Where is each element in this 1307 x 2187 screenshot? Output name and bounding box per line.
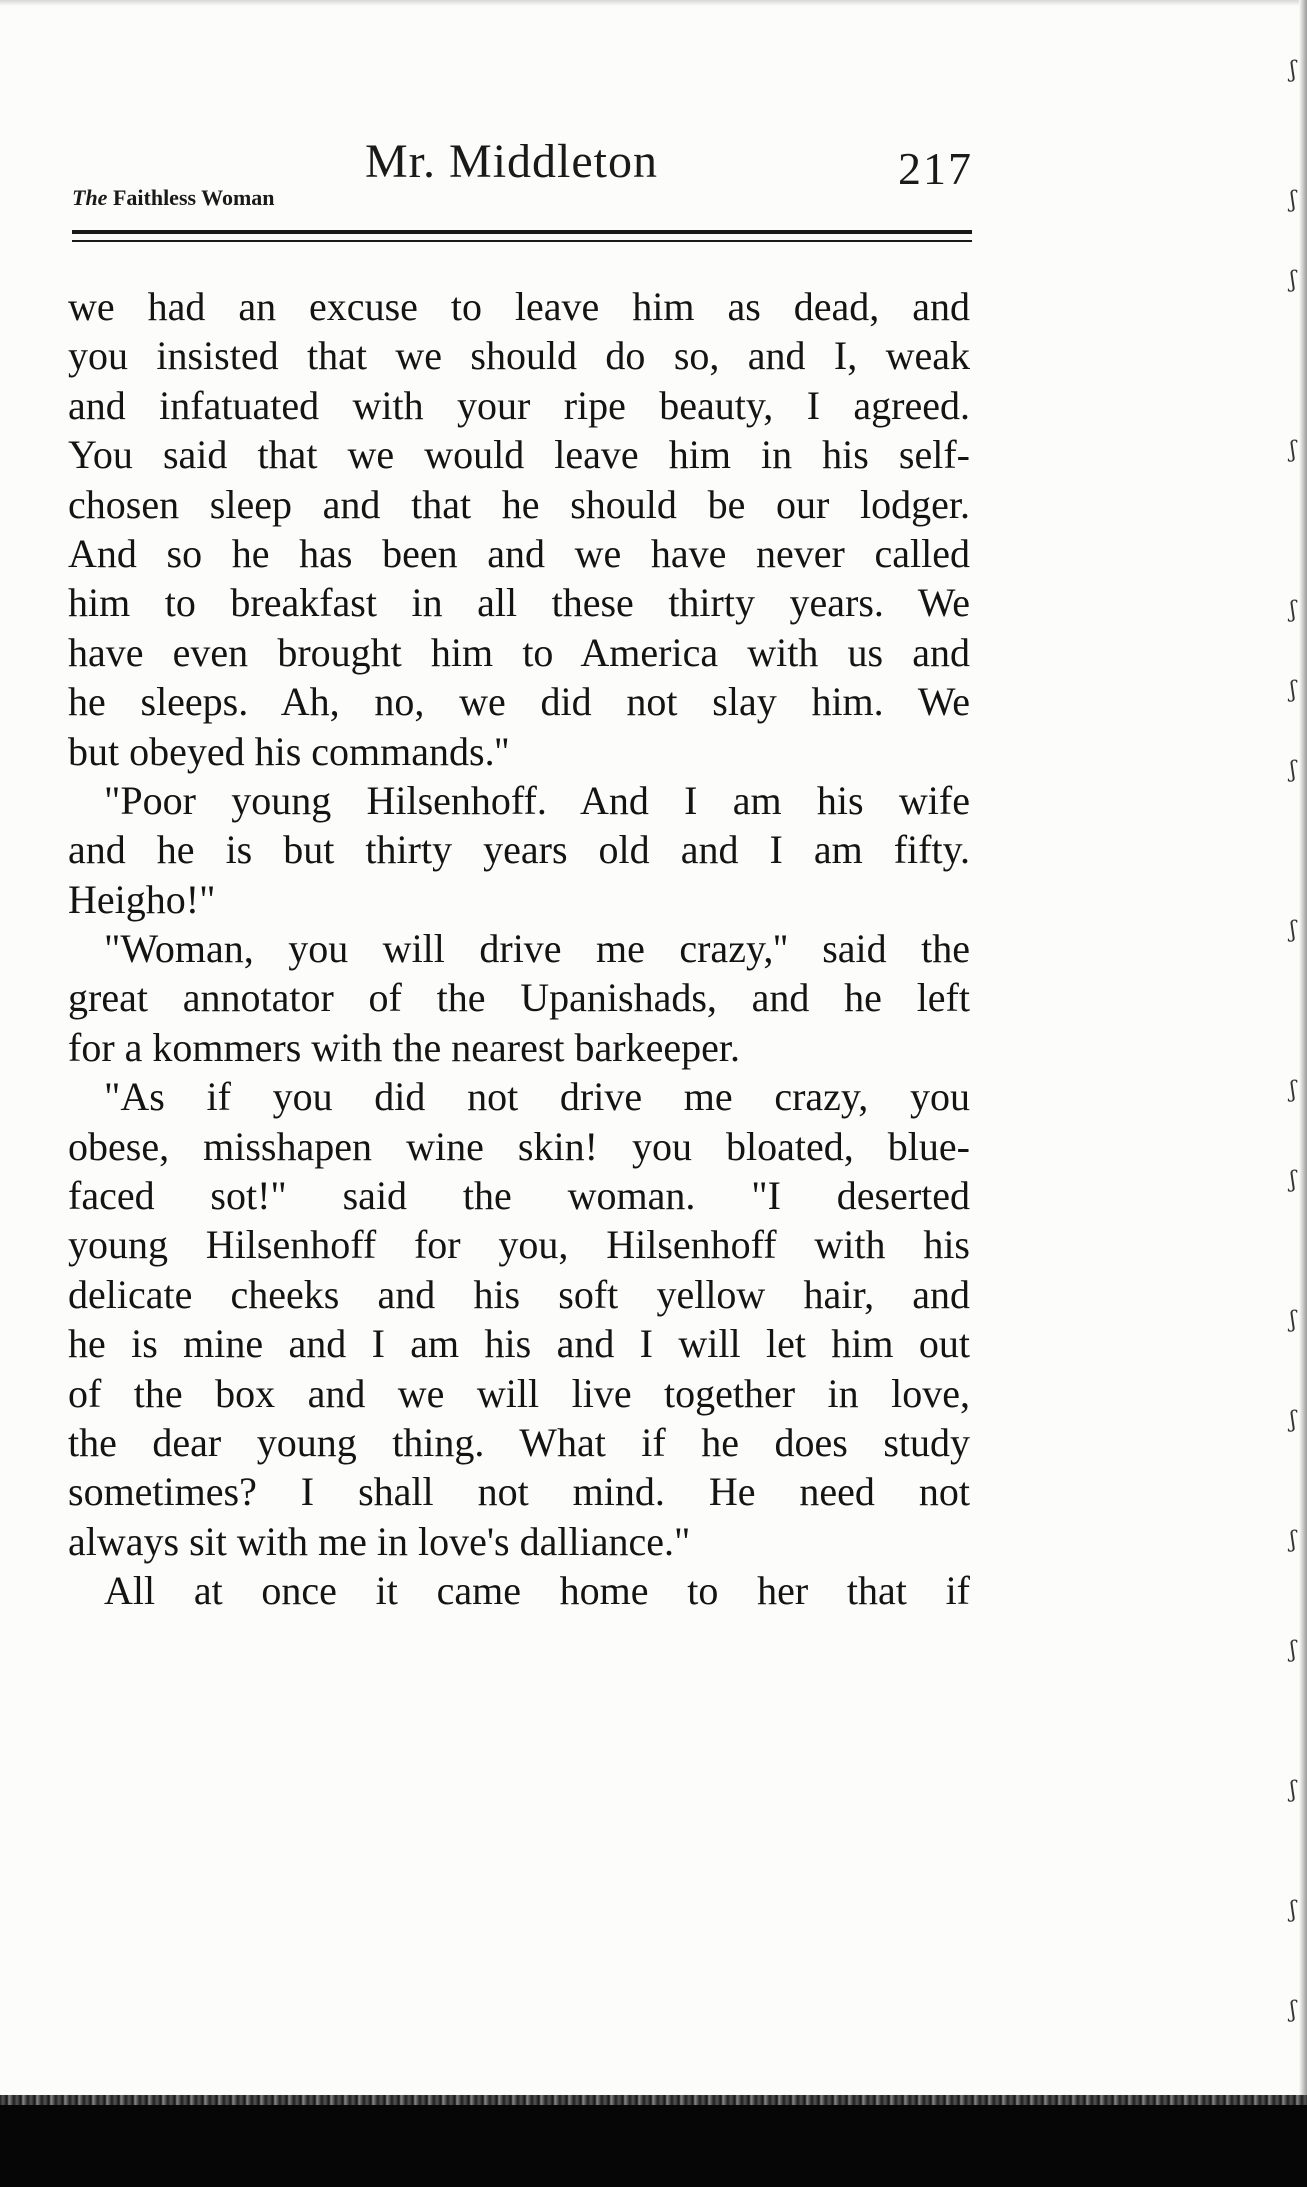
text-line: the dear young thing. What if he does study	[68, 1419, 970, 1465]
text-line: "Woman, you will drive me crazy,'' said the	[104, 926, 970, 972]
text-line: of the box and we will live together in love,	[68, 1370, 970, 1416]
page-top-edge	[0, 0, 1307, 6]
scan-bottom-border	[0, 2105, 1307, 2187]
page-number: 217	[898, 143, 973, 194]
text-line: he is mine and I am his and I will let him out	[68, 1321, 970, 1367]
page-title: Mr. Middleton	[365, 135, 659, 188]
text-line: Heigho!"	[68, 876, 216, 922]
text-line: chosen sleep and that he should be our lodger.	[68, 481, 970, 527]
text-line: delicate cheeks and his soft yellow hair, and	[68, 1271, 970, 1317]
text-line: "Poor young Hilsenhoff. And I am his wife	[104, 777, 970, 823]
text-line: You said that we would leave him in his self-	[68, 432, 970, 478]
header-double-rule	[72, 230, 972, 242]
text-line: he sleeps. Ah, no, we did not slay him. We	[68, 679, 970, 725]
text-line: "As if you did not drive me crazy, you	[104, 1074, 970, 1120]
text-line: All at once it came home to her that if	[104, 1568, 970, 1614]
text-line: sometimes? I shall not mind. He need not	[68, 1469, 970, 1515]
text-line: young Hilsenhoff for you, Hilsenhoff with his	[68, 1222, 970, 1268]
side-heading	[72, 185, 275, 211]
text-line: and infatuated with your ripe beauty, I agreed.	[68, 382, 970, 428]
text-line: great annotator of the Upanishads, and he left	[68, 975, 970, 1021]
text-line: faced sot!" said the woman. "I deserted	[68, 1173, 970, 1219]
text-line: you insisted that we should do so, and I, weak	[68, 333, 970, 379]
side-heading-lead: The	[72, 185, 108, 210]
side-heading-rest: Faithless Woman	[112, 185, 275, 210]
body-text	[68, 282, 970, 1616]
running-head	[70, 130, 973, 210]
text-line: but obeyed his commands.''	[68, 728, 510, 774]
text-line: always sit with me in love's dalliance."	[68, 1518, 691, 1564]
text-line: him to breakfast in all these thirty years. We	[68, 580, 970, 626]
text-line: obese, misshapen wine skin! you bloated, blue-	[68, 1123, 970, 1169]
text-line: and he is but thirty years old and I am fifty.	[68, 827, 970, 873]
text-line: have even brought him to America with us and	[68, 629, 970, 675]
text-line: And so he has been and we have never called	[68, 530, 970, 576]
text-line: for a kommers with the nearest barkeeper.	[68, 1024, 740, 1070]
text-line: we had an excuse to leave him as dead, and	[68, 284, 970, 329]
binding-marks: ʃ ʃ ʃ ʃ ʃ ʃ ʃ ʃ ʃ ʃ ʃ ʃ ʃ ʃ ʃ ʃ ʃ	[1290, 58, 1296, 2023]
